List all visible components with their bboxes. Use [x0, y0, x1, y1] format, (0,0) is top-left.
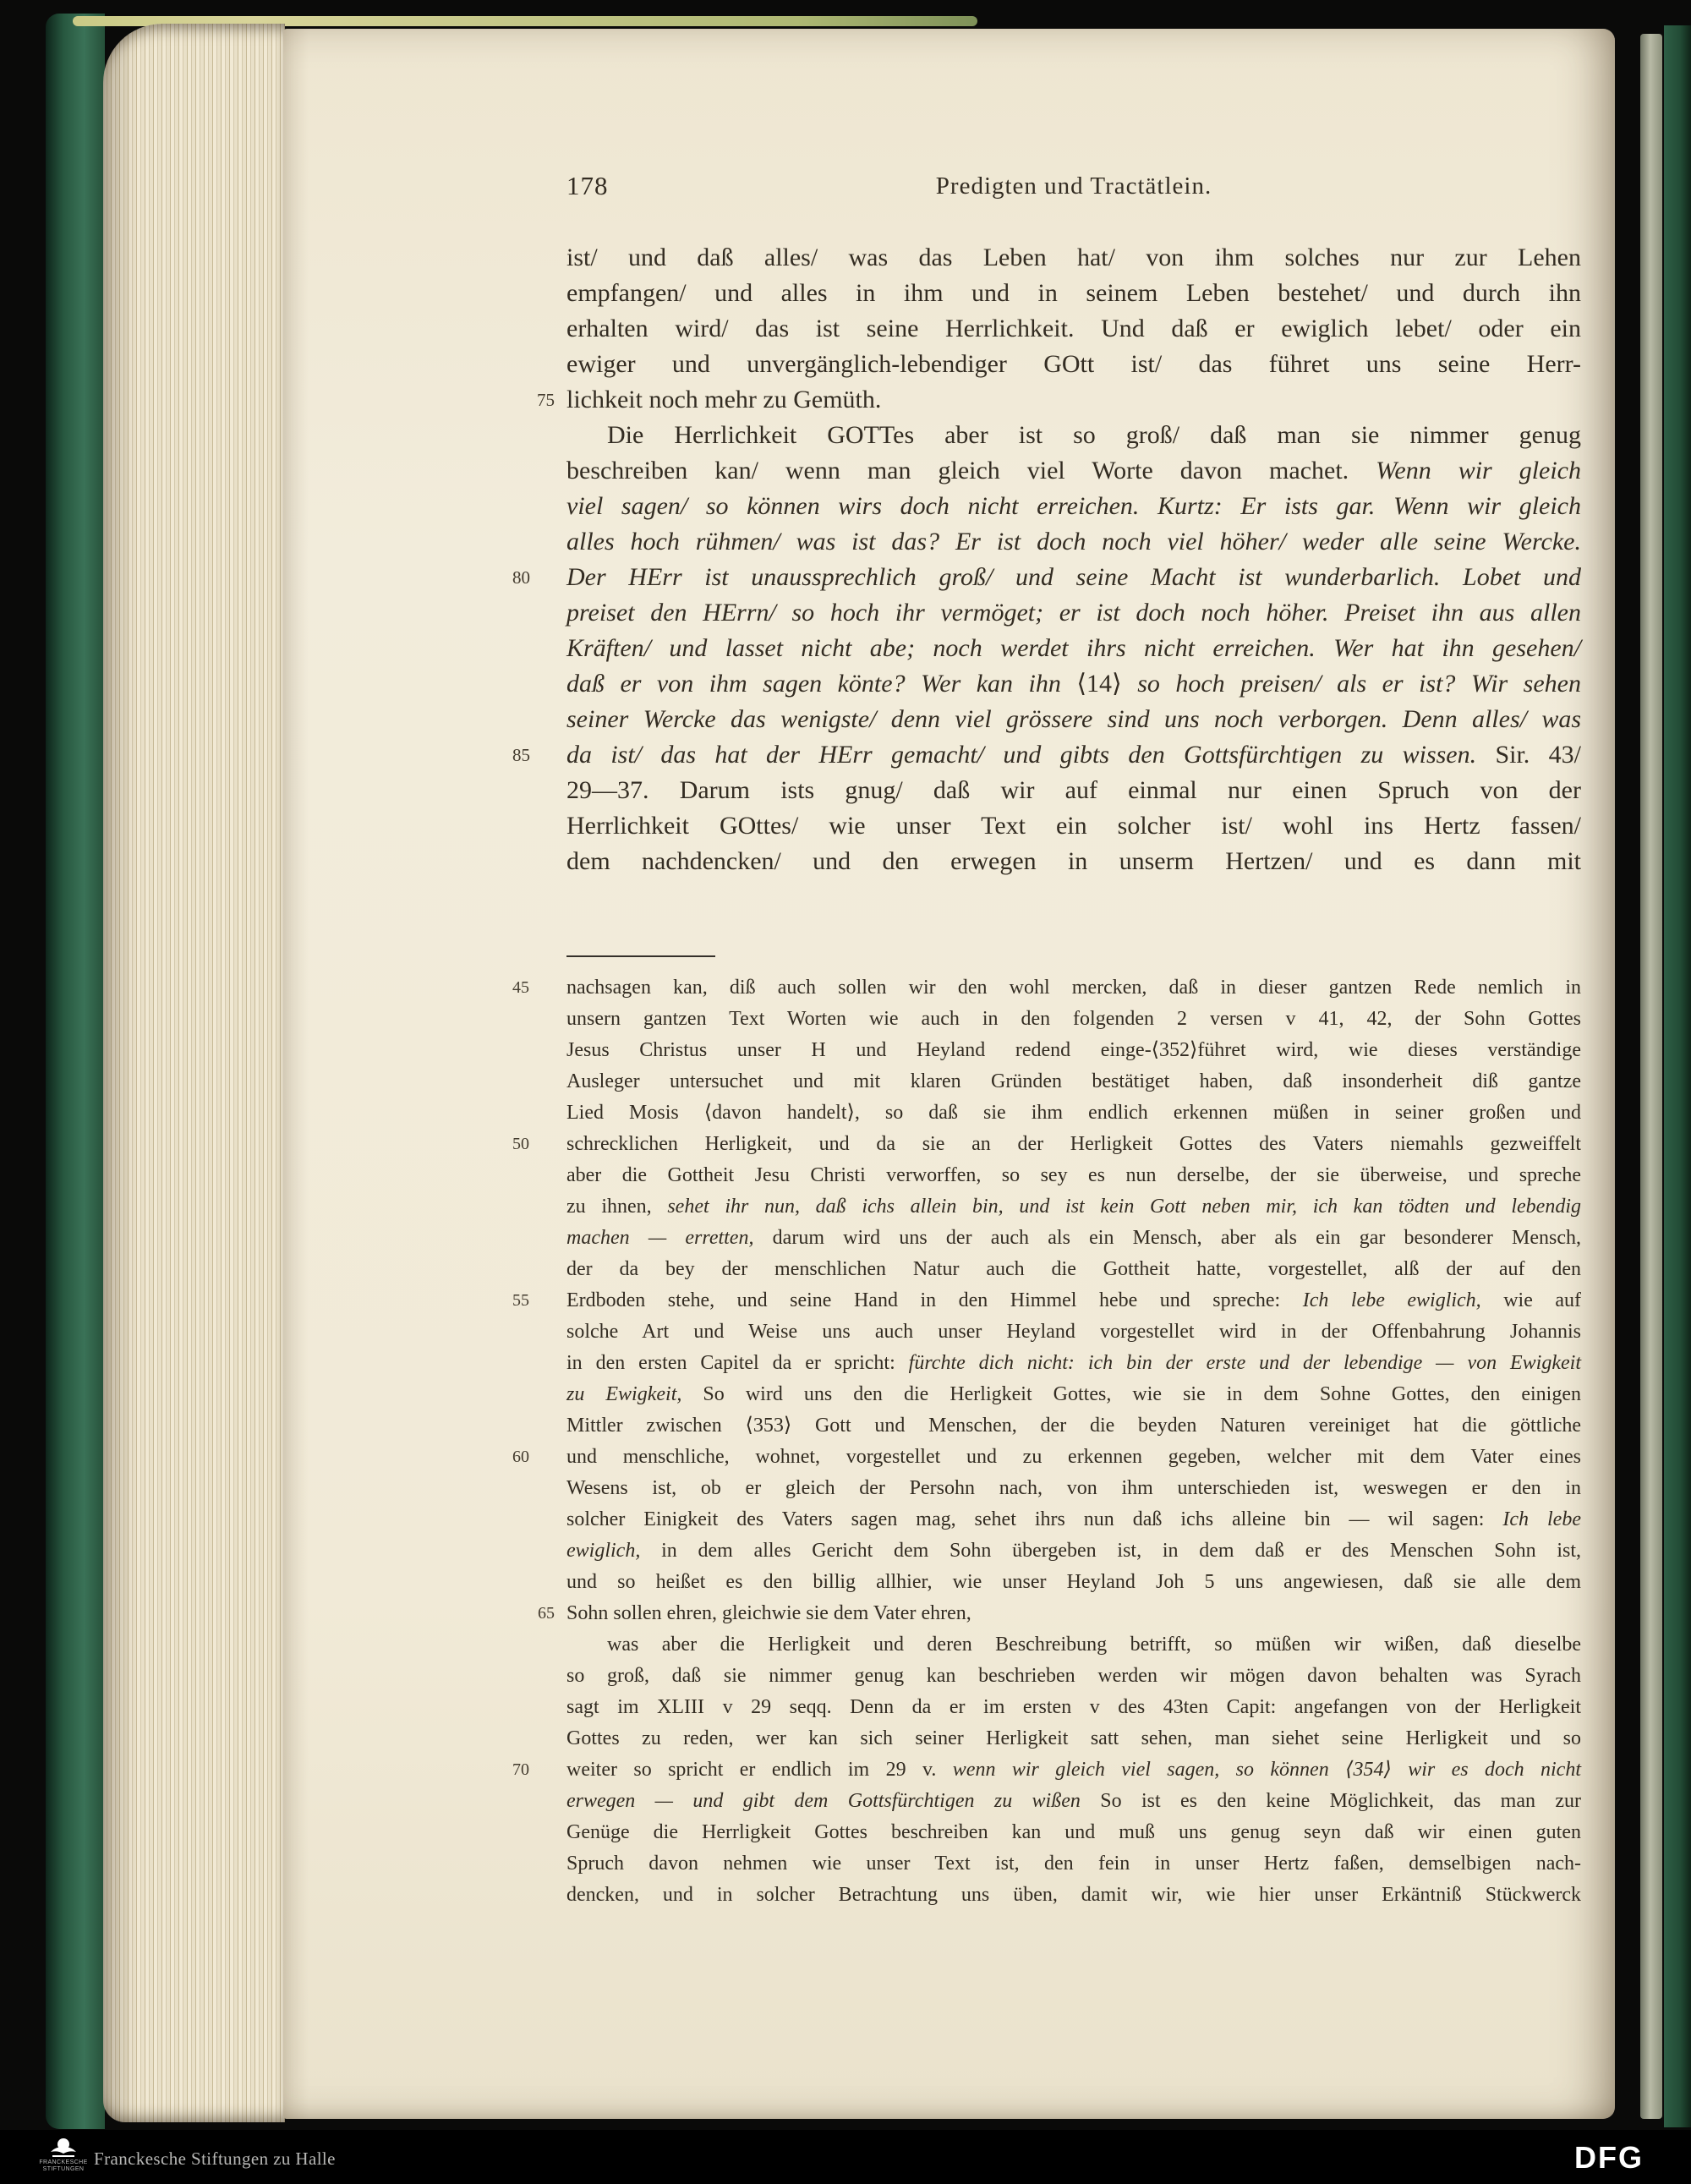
viewer-footer-bar: [0, 2130, 1691, 2184]
text-segment: sagt im XLIII v 29 seqq. Denn da er im ersten v des 43ten Capit: angefangen von der Herligkeit: [566, 1696, 1581, 1718]
footnote-line: [566, 1160, 1581, 1191]
footnote-line: [566, 1254, 1581, 1285]
book-cover-left: [46, 14, 105, 2129]
text-segment: ewiger und unvergänglich-lebendiger GOtt ist/ das führet uns seine Herr-: [566, 350, 1581, 378]
text-segment: aber die Gottheit Jesu Christi verworffen, so sey es nun derselbe, der sie überweise, und spreche: [566, 1164, 1581, 1186]
footnote-line: [566, 1504, 1581, 1535]
text-segment: wenn wir gleich viel sagen, so können ⟨354⟩ wir es doch nicht: [952, 1759, 1582, 1781]
text-segment: machen — erretten,: [566, 1227, 754, 1249]
text-segment: zu Ewigkeit,: [566, 1383, 682, 1405]
text-segment: Ausleger untersuchet und mit klaren Gründen bestätiget haben, daß insonderheit diß gantze: [566, 1070, 1581, 1092]
text-segment: in dem alles Gericht dem Sohn übergeben ist, in dem daß er des Menschen Sohn ist,: [640, 1540, 1581, 1562]
footnote-line: [566, 1723, 1581, 1754]
main-text-line: [566, 453, 1581, 489]
main-text-line: [566, 844, 1581, 879]
text-segment: ewiglich,: [566, 1540, 641, 1562]
footnote-line: [566, 1035, 1581, 1066]
line-number: 55: [512, 1291, 529, 1310]
text-segment: Kräften/ und lasset nicht abe; noch werdet ihrs nicht erreichen. Wer hat ihn gesehen/: [566, 634, 1581, 662]
text-segment: Wenn wir gleich: [1376, 457, 1581, 484]
main-text-line: [566, 311, 1581, 347]
running-header: Predigten und Tractätlein.: [935, 172, 1212, 200]
text-segment: Spruch davon nehmen wie unser Text ist, den fein in unser Hertz faßen, demselbigen nach-: [566, 1853, 1581, 1875]
footnote-line: [566, 1567, 1581, 1598]
footnote-line: [566, 1880, 1581, 1911]
text-segment: daß er von ihm sagen könte? Wer kan ihn: [566, 670, 1077, 698]
main-text-line: [566, 808, 1581, 844]
text-segment: Der HErr ist unaussprechlich groß/ und seine Macht ist wunderbarlich. Lobet und: [566, 563, 1581, 591]
text-segment: seiner Wercke das wenigste/ denn viel grössere sind uns noch verborgen. Denn alles/ was: [566, 705, 1581, 733]
text-segment: empfangen/ und alles in ihm und in seinem Leben bestehet/ und durch ihn: [566, 279, 1581, 307]
main-text-line: [566, 631, 1581, 666]
text-segment: Genüge die Herrligkeit Gottes beschreiben kan und muß uns genug seyn daß wir einen guten: [566, 1821, 1581, 1843]
line-number: 60: [512, 1448, 529, 1466]
footnote-line: [566, 1004, 1581, 1035]
line-number: 50: [512, 1135, 529, 1153]
main-text-line: [566, 489, 1581, 524]
text-segment: viel sagen/ so können wirs doch nicht erreichen. Kurtz: Er ists gar. Wenn wir gleich: [566, 492, 1581, 520]
text-segment: dencken, und in solcher Betrachtung uns üben, damit wir, wie hier unser Erkäntniß Stückwerck: [566, 1884, 1581, 1906]
footnote-line: [566, 1629, 1581, 1661]
main-text-line: [566, 524, 1581, 560]
text-segment: alles hoch rühmen/ was ist das? Er ist doch noch viel höher/ weder alle seine Wercke.: [566, 528, 1581, 556]
text-segment: fürchte dich nicht: ich bin der erste und der lebendige — von Ewigkeit: [908, 1352, 1581, 1374]
text-segment: 29—37. Darum ists gnug/ daß wir auf einmal nur einen Spruch von der: [566, 776, 1581, 804]
footnote-line: [566, 1316, 1581, 1348]
page-fore-edges: [103, 24, 285, 2122]
main-text-line: [512, 560, 1581, 595]
franckesche-stiftungen-logo: [39, 2135, 88, 2173]
footnote-line: [566, 1223, 1581, 1254]
footnote-line: [566, 1786, 1581, 1817]
text-segment: Jesus Christus unser H und Heyland redend einge-⟨352⟩führet wird, wie dieses verständige: [566, 1039, 1581, 1061]
footnote-line: [512, 1129, 1581, 1160]
footnote-line: [566, 1817, 1581, 1848]
text-segment: unsern gantzen Text Worten wie auch in den folgenden 2 versen v 41, 42, der Sohn Gottes: [566, 1008, 1581, 1030]
text-segment: ⟨14⟩: [1076, 670, 1122, 698]
text-segment: beschreiben kan/ wenn man gleich viel Worte davon machet.: [566, 457, 1376, 484]
text-segment: wie auf: [1480, 1289, 1581, 1311]
main-text-line: [512, 737, 1581, 773]
text-segment: Wesens ist, ob er gleich der Persohn nach, von ihm unterschieden ist, weswegen er den in: [566, 1477, 1581, 1499]
text-segment: Herrlichkeit GOttes/ wie unser Text ein solcher ist/ wohl ins Hertz fassen/: [566, 812, 1581, 840]
book-cover-right: [1664, 25, 1691, 2127]
text-segment: nachsagen kan, diß auch sollen wir den wohl mercken, daß in dieser gantzen Rede nemlich in: [566, 977, 1581, 999]
footnote-line: [538, 1598, 1581, 1629]
footnote-line: [566, 1410, 1581, 1442]
text-segment: ist/ und daß alles/ was das Leben hat/ von ihm solches nur zur Lehen: [566, 244, 1581, 271]
main-text-line: [566, 418, 1581, 453]
text-segment: da ist/ das hat der HErr gemacht/ und gibts den Gottsfürchtigen zu wissen.: [566, 741, 1477, 769]
book-page: [283, 29, 1615, 2119]
main-text-line: [566, 666, 1581, 702]
text-segment: solche Art und Weise uns auch unser Heyland vorgestellet wird in der Offenbahrung Johannis: [566, 1321, 1581, 1343]
footnote-line: [566, 1661, 1581, 1692]
text-segment: so groß, daß sie nimmer genug kan beschrieben werden wir mögen davon behalten was Syrach: [566, 1665, 1581, 1687]
main-text-line: [566, 240, 1581, 276]
footnote-separator: [566, 955, 715, 957]
main-text-line: [566, 347, 1581, 382]
text-segment: Erdboden stehe, und seine Hand in den Himmel hebe und spreche:: [566, 1289, 1303, 1311]
footnote-line: [512, 1754, 1582, 1786]
page-header-row: [566, 171, 1581, 208]
dfg-logo: DFG: [1574, 2140, 1644, 2175]
footnote-line: [566, 1348, 1581, 1379]
main-text-line: [566, 276, 1581, 311]
eagle-sun-icon: [49, 2135, 78, 2159]
footnote-line: [566, 1379, 1581, 1410]
text-segment: Ich lebe ewiglich,: [1302, 1289, 1481, 1311]
line-number: 70: [512, 1760, 529, 1779]
line-number: 65: [538, 1604, 555, 1623]
text-segment: erhalten wird/ das ist seine Herrlichkeit. Und daß er ewiglich lebet/ oder ein: [566, 315, 1581, 342]
text-segment: dem nachdencken/ und den erwegen in unserm Hertzen/ und es dann mit: [566, 847, 1581, 875]
text-segment: preiset den HErrn/ so hoch ihr vermöget; er ist doch noch höher. Preiset ihn aus allen: [566, 599, 1581, 627]
footnote-line: [566, 1692, 1581, 1723]
text-segment: schrecklichen Herligkeit, und da sie an der Herligkeit Gottes des Vaters niemahls gezweiffelt: [566, 1133, 1581, 1155]
footnotes-block: [512, 972, 1582, 1911]
main-text-line: [566, 773, 1581, 808]
text-segment: zu ihnen,: [566, 1196, 668, 1218]
footnote-line: [566, 1191, 1581, 1223]
text-segment: in den ersten Capitel da er spricht:: [566, 1352, 909, 1374]
institution-name: Franckesche Stiftungen zu Halle: [94, 2148, 336, 2169]
text-segment: Mittler zwischen ⟨353⟩ Gott und Menschen, der die beyden Naturen vereiniget hat die göttliche: [566, 1415, 1581, 1437]
text-segment: Die Herrlichkeit GOTTes aber ist so groß/ daß man sie nimmer genug: [607, 421, 1581, 449]
text-segment: So ist es den keine Möglichkeit, das man zur: [1080, 1790, 1581, 1812]
main-text-line: [566, 702, 1581, 737]
footnote-line: [566, 1535, 1581, 1567]
footnote-line: [566, 1473, 1581, 1504]
footnote-line: [566, 1097, 1581, 1129]
text-segment: so hoch preisen/ als er ist? Wir sehen: [1121, 670, 1581, 698]
footnote-line: [566, 1066, 1581, 1097]
right-page-block-edge: [1640, 34, 1662, 2119]
text-segment: Sir. 43/: [1476, 741, 1581, 769]
text-segment: darum wird uns der auch als ein Mensch, aber als ein gar besonderer Mensch,: [753, 1227, 1582, 1249]
main-text-block: [512, 240, 1581, 879]
footnote-line: [512, 972, 1581, 1004]
text-segment: Lied Mosis ⟨davon handelt⟩, so daß sie ihm endlich erkennen müßen in seiner großen und: [566, 1102, 1581, 1124]
footnote-line: [512, 1442, 1581, 1473]
text-segment: der da bey der menschlichen Natur auch die Gottheit hatte, vorgestellet, alß der auf den: [566, 1258, 1581, 1280]
footnote-line: [566, 1848, 1581, 1880]
main-text-line: [537, 382, 1581, 418]
text-segment: weiter so spricht er endlich im 29 v.: [566, 1759, 953, 1781]
text-segment: lichkeit noch mehr zu Gemüth.: [566, 386, 882, 413]
line-number: 45: [512, 978, 529, 997]
text-segment: So wird uns den die Herligkeit Gottes, wie sie in dem Sohne Gottes, den einigen: [681, 1383, 1581, 1405]
text-segment: Gottes zu reden, wer kan sich seiner Herligkeit satt sehen, man siehet seine Herligkeit und so: [566, 1727, 1581, 1749]
text-segment: und menschliche, wohnet, vorgestellet und zu erkennen gegeben, welcher mit dem Vater eines: [566, 1446, 1581, 1468]
text-segment: und so heißet es den billig allhier, wie unser Heyland Joh 5 uns angewiesen, daß sie alle dem: [566, 1571, 1581, 1593]
institution-logo-caption: FRANCKESCHE STIFTUNGEN: [39, 2159, 88, 2172]
text-segment: solcher Einigkeit des Vaters sagen mag, sehet ihrs nun daß ichs alleine bin — wil sagen:: [566, 1508, 1503, 1530]
text-segment: Sohn sollen ehren, gleichwie sie dem Vater ehren,: [566, 1602, 971, 1624]
line-number: 75: [537, 390, 555, 410]
text-segment: sehet ihr nun, daß ichs allein bin, und ist kein Gott neben mir, ich kan tödten und lebendig: [667, 1196, 1581, 1218]
line-number: 85: [512, 745, 530, 765]
main-text-line: [566, 595, 1581, 631]
text-segment: was aber die Herligkeit und deren Beschreibung betrifft, so müßen wir wißen, daß dieselbe: [607, 1634, 1581, 1656]
footnote-line: [512, 1285, 1581, 1316]
line-number: 80: [512, 567, 530, 588]
text-segment: erwegen — und gibt dem Gottsfürchtigen zu wißen: [566, 1790, 1081, 1812]
page-number: 178: [566, 171, 609, 200]
text-segment: Ich lebe: [1502, 1508, 1581, 1530]
institution-logo-group: [39, 2135, 336, 2173]
